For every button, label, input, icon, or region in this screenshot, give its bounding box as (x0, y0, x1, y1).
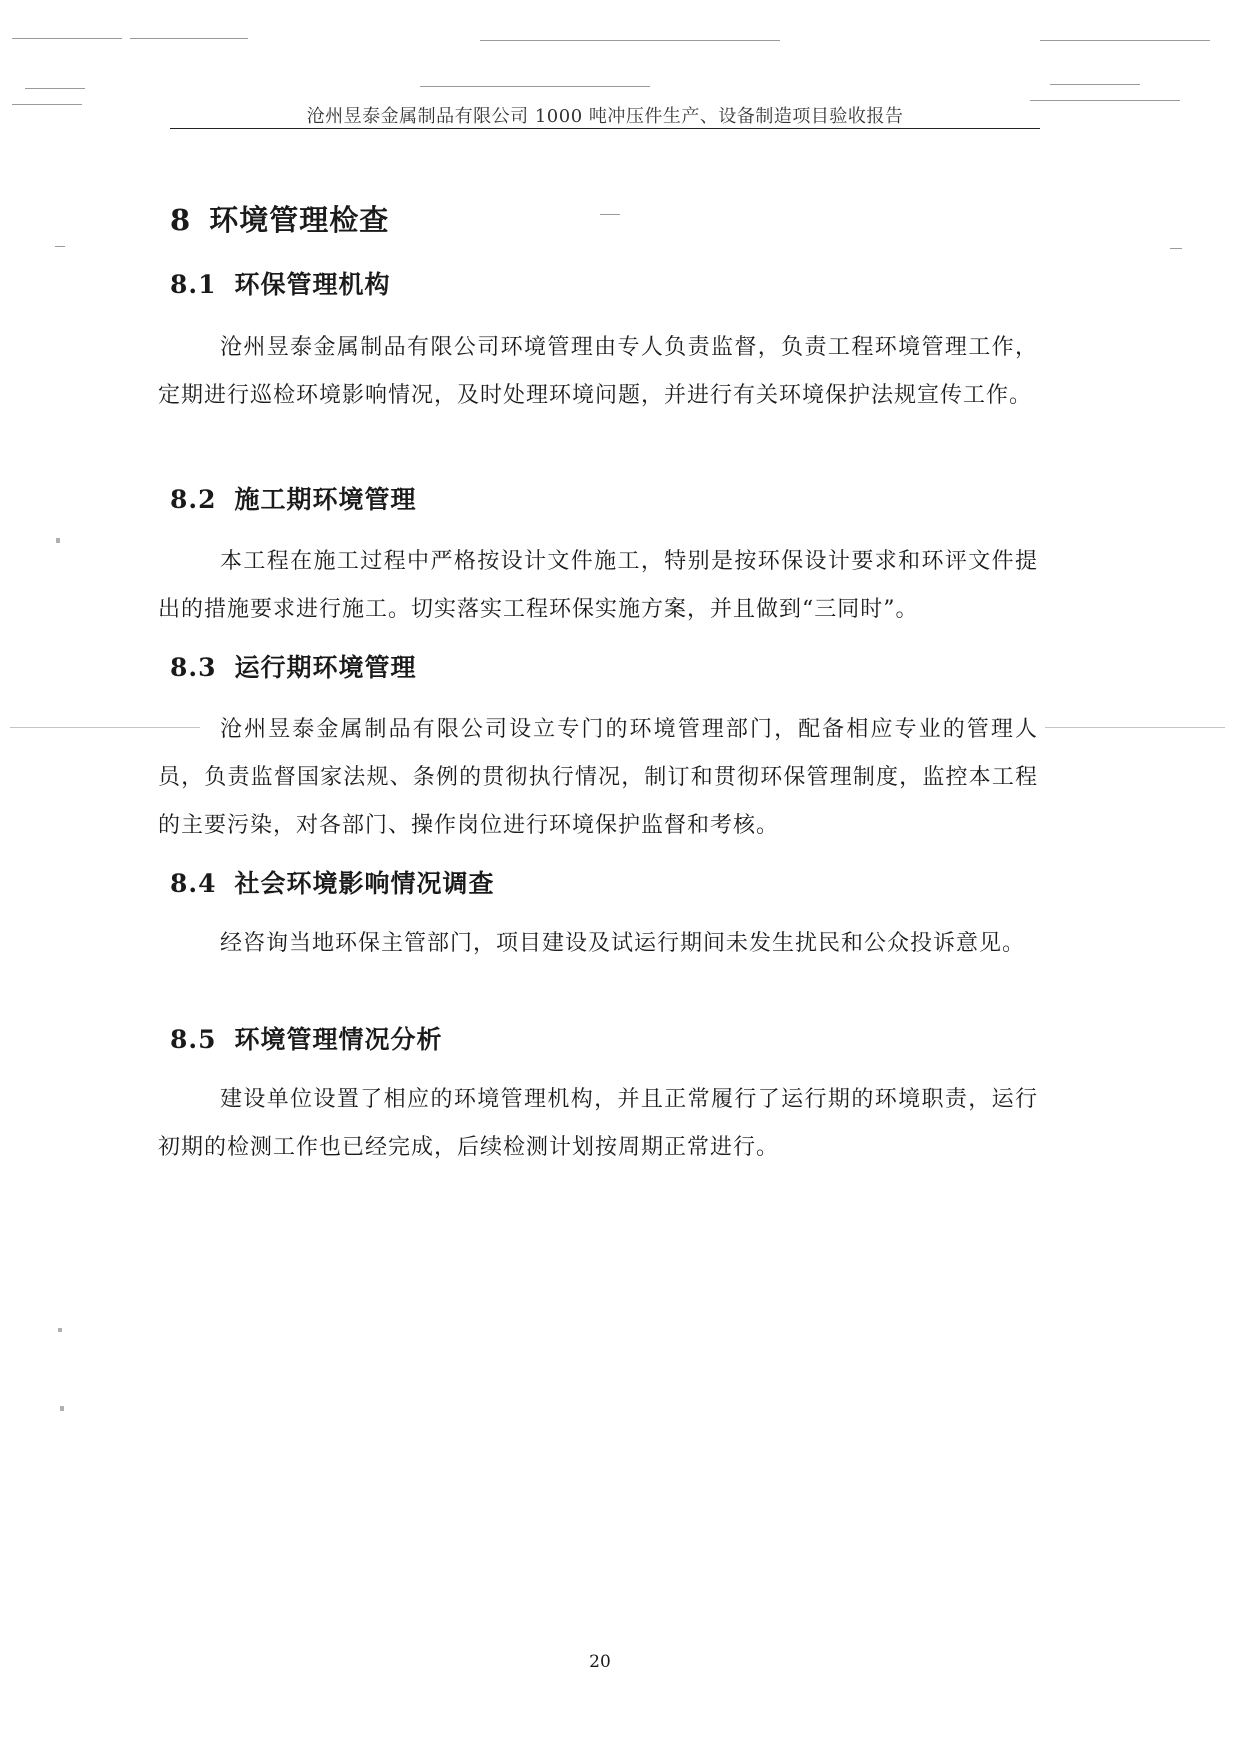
section-heading (170, 265, 391, 301)
section-number: 8.3 (170, 653, 217, 682)
section-heading (170, 1020, 443, 1056)
chapter-heading (170, 198, 389, 239)
scan-artifact-line (130, 38, 248, 39)
scan-artifact-dot (58, 1328, 62, 1332)
scan-artifact-line (1050, 84, 1140, 85)
section-number: 8.2 (170, 485, 217, 514)
scan-artifact-line (1030, 100, 1180, 101)
section-number: 8.1 (170, 270, 217, 299)
scan-artifact-line (600, 214, 620, 215)
page-number: 20 (589, 1652, 611, 1672)
scan-artifact-line (420, 86, 650, 87)
scan-artifact-line (1040, 40, 1210, 41)
section-title: 社会环境影响情况调查 (234, 869, 495, 898)
section-title: 运行期环境管理 (234, 653, 417, 682)
scan-artifact-line (1045, 727, 1225, 728)
section-heading (170, 864, 495, 900)
scan-artifact-line (12, 104, 82, 105)
section-title: 环保管理机构 (234, 270, 391, 299)
section-title: 环境管理情况分析 (234, 1025, 443, 1054)
section-number: 8.5 (170, 1025, 217, 1054)
section-paragraph: 建设单位设置了相应的环境管理机构，并且正常履行了运行期的环境职责，运行初期的检测工作也已经完成，后续检测计划按周期正常进行。 (158, 1087, 1038, 1160)
section-number: 8.4 (170, 869, 217, 898)
scan-artifact-line (12, 38, 122, 39)
section-paragraph: 经咨询当地环保主管部门，项目建设及试运行期间未发生扰民和公众投诉意见。 (220, 931, 1026, 956)
scan-artifact-line (480, 40, 780, 41)
chapter-number: 8 (170, 203, 192, 237)
scan-artifact-dot (60, 1406, 64, 1411)
section-heading (170, 648, 417, 684)
scan-artifact-line (1170, 248, 1182, 249)
chapter-title: 环境管理检查 (209, 203, 390, 237)
section-title: 施工期环境管理 (234, 485, 417, 514)
scan-artifact-dot (56, 538, 60, 543)
section-paragraph: 沧州昱泰金属制品有限公司环境管理由专人负责监督，负责工程环境管理工作，定期进行巡检环境影响情况，及时处理环境问题，并进行有关环境保护法规宣传工作。 (158, 335, 1038, 408)
section-paragraph: 本工程在施工过程中严格按设计文件施工，特别是按环保设计要求和环评文件提出的措施要求进行施工。切实落实工程环保实施方案，并且做到“三同时”。 (158, 549, 1038, 622)
section-paragraph: 沧州昱泰金属制品有限公司设立专门的环境管理部门，配备相应专业的管理人员，负责监督国家法规、条例的贯彻执行情况，制订和贯彻环保管理制度，监控本工程的主要污染，对各部门、操作岗位进行环境保护监督和考核。 (158, 717, 1038, 838)
section-heading (170, 480, 417, 516)
running-header: 沧州昱泰金属制品有限公司 1000 吨冲压件生产、设备制造项目验收报告 (306, 106, 904, 127)
header-rule (170, 128, 1040, 129)
scan-artifact-line (25, 88, 85, 89)
scan-artifact-line (55, 246, 65, 247)
